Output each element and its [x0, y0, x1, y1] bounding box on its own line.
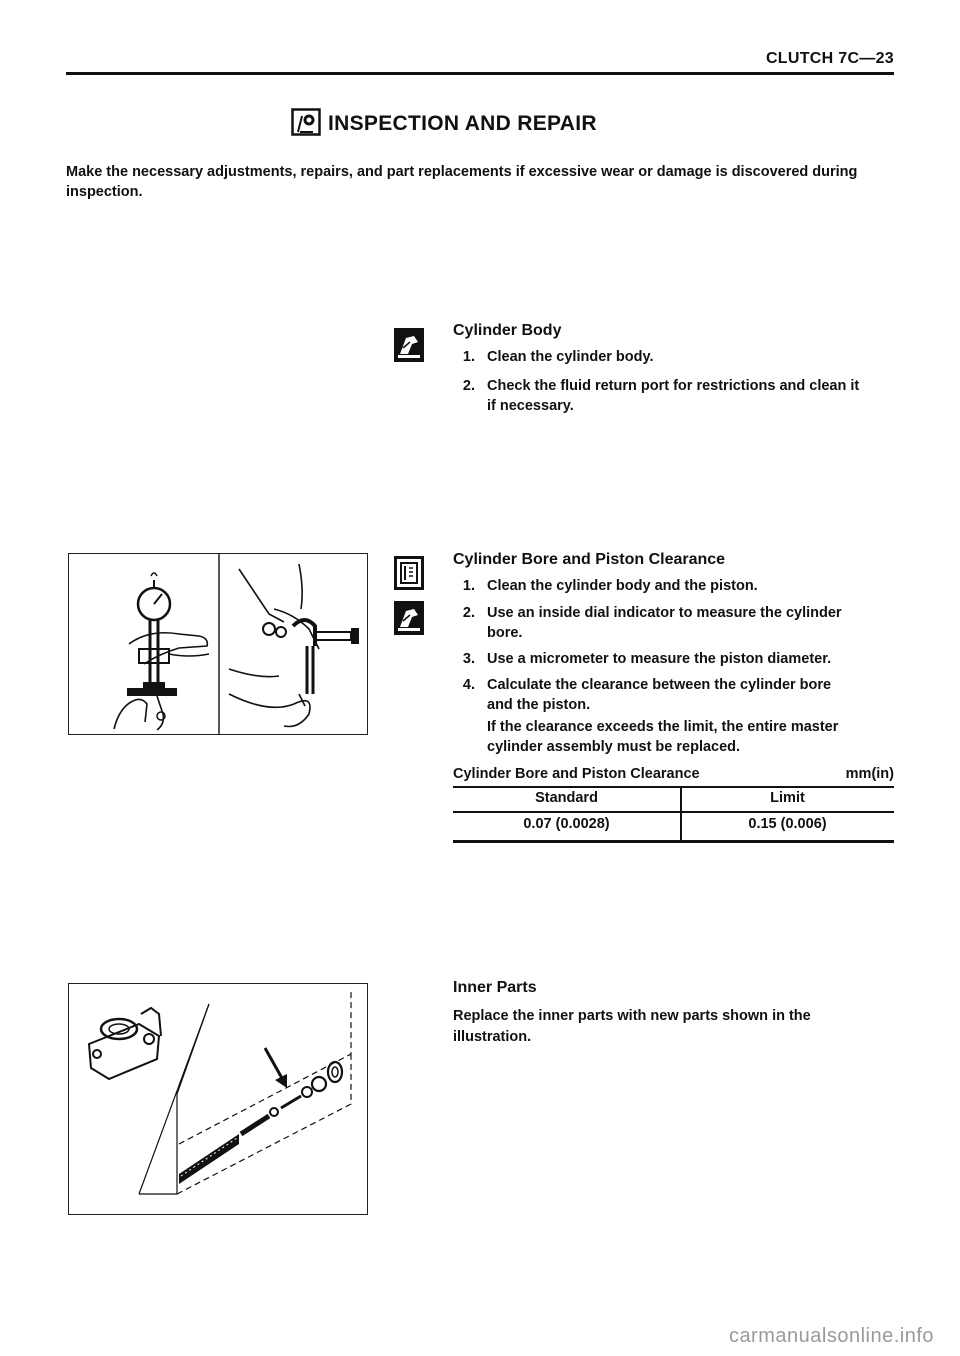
list-item: [453, 577, 903, 596]
table-header-limit: Limit: [770, 790, 805, 806]
table-unit: mm(in): [845, 766, 894, 782]
step-number: 3.: [462, 651, 475, 667]
clean-inspect-icon: [394, 601, 424, 635]
table-title: Cylinder Bore and Piston Clearance: [453, 766, 700, 782]
figure-inner-parts: [68, 983, 368, 1215]
intro-paragraph: Make the necessary adjustments, repairs, and part replacements if excessive wear or damage is discovered during inspection.: [66, 164, 858, 200]
list-item: [453, 650, 903, 669]
list-item: [453, 676, 903, 716]
step-number: 2.: [462, 378, 475, 394]
step-number: 1.: [462, 349, 475, 365]
list-item: [453, 348, 903, 367]
step-text: Use a micrometer to measure the piston diameter.: [487, 651, 832, 667]
section-title-bore-clearance: Cylinder Bore and Piston Clearance: [453, 551, 726, 568]
note-line: If the clearance exceeds the limit, the entire master: [487, 719, 839, 735]
step-text: Check the fluid return port for restrictions and clean it: [487, 378, 860, 394]
paragraph-line: illustration.: [453, 1029, 532, 1045]
page-title: INSPECTION AND REPAIR: [328, 112, 597, 135]
list-item: [453, 604, 903, 644]
paragraph-line: Replace the inner parts with new parts shown in the: [453, 1008, 811, 1024]
table-header-rule: [453, 811, 894, 813]
step-number: 4.: [462, 677, 475, 693]
step-number: 2.: [462, 605, 475, 621]
page-header-label: CLUTCH 7C—23: [765, 50, 894, 67]
watermark: carmanualsonline.info: [728, 1325, 934, 1347]
section-title-cylinder-body: Cylinder Body: [453, 322, 562, 339]
table-cell-standard-value: 0.07 (0.0028): [523, 816, 610, 832]
measure-icon: [394, 556, 424, 590]
step-text: Use an inside dial indicator to measure the cylinder: [487, 605, 842, 621]
step-number: 1.: [462, 578, 475, 594]
step-text-continued: if necessary.: [487, 398, 574, 414]
step-text: Clean the cylinder body and the piston.: [487, 578, 758, 594]
table-header-standard: Standard: [535, 790, 598, 806]
step-text: Calculate the clearance between the cylinder bore: [487, 677, 832, 693]
inspection-icon: [291, 108, 321, 136]
table-cell-limit-value: 0.15 (0.006): [748, 816, 827, 832]
step-text-continued: bore.: [487, 625, 523, 641]
section-title-inner-parts: Inner Parts: [453, 979, 537, 996]
list-item: [453, 377, 903, 417]
note-line: cylinder assembly must be replaced.: [487, 739, 741, 755]
step-text-continued: and the piston.: [487, 697, 591, 713]
header-rule: [66, 72, 894, 75]
step-text: Clean the cylinder body.: [487, 349, 654, 365]
table-bottom-rule: [453, 840, 894, 843]
table-top-rule: [453, 786, 894, 788]
clean-inspect-icon: [394, 328, 424, 362]
figure-dial-indicator-micrometer: [68, 553, 368, 735]
